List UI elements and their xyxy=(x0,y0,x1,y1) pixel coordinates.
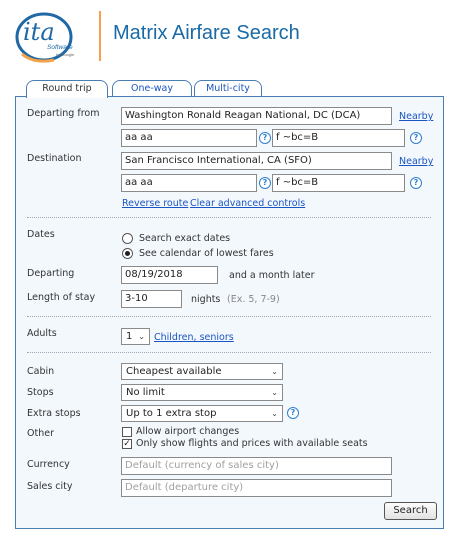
help-icon[interactable]: ? xyxy=(259,177,271,189)
departing-date-input[interactable]: 08/19/2018 xyxy=(121,266,218,284)
sales-city-label: Sales city xyxy=(27,481,73,492)
adults-label: Adults xyxy=(27,328,57,339)
section-divider xyxy=(27,217,431,218)
adults-select-value: 1 xyxy=(126,331,133,342)
destination-label: Destination xyxy=(27,153,82,164)
adults-select[interactable] xyxy=(121,328,150,345)
destination-nearby-link[interactable]: Nearby xyxy=(399,156,434,167)
chevron-down-icon: ⌄ xyxy=(271,409,278,418)
ita-software-logo xyxy=(14,10,86,66)
search-button[interactable]: Search xyxy=(384,502,437,520)
stops-label: Stops xyxy=(27,387,54,398)
reverse-route-link[interactable]: Reverse route xyxy=(122,198,189,209)
extra-stops-select-value: Up to 1 extra stop xyxy=(126,408,217,419)
departing-label: Departing xyxy=(27,268,75,279)
tab-multi-city[interactable]: Multi-city xyxy=(194,80,262,97)
stops-select-value: No limit xyxy=(126,387,165,398)
dates-label: Dates xyxy=(27,229,55,240)
nights-label: nights xyxy=(191,294,221,305)
help-icon[interactable]: ? xyxy=(410,132,422,144)
tab-one-way[interactable]: One-way xyxy=(112,80,192,97)
extra-stops-label: Extra stops xyxy=(27,408,81,419)
length-of-stay-input[interactable]: 3-10 xyxy=(121,290,182,308)
logo-sub-google: by Google xyxy=(56,52,75,57)
departing-nearby-link[interactable]: Nearby xyxy=(399,111,434,122)
logo-text: ita xyxy=(23,18,55,46)
departing-from-label: Departing from xyxy=(27,108,100,119)
help-icon[interactable]: ? xyxy=(287,407,299,419)
help-icon[interactable]: ? xyxy=(410,177,422,189)
allow-airport-changes-checkbox[interactable] xyxy=(122,427,132,437)
stops-select[interactable] xyxy=(121,384,283,401)
currency-input[interactable]: Default (currency of sales city) xyxy=(121,457,392,475)
calendar-fares-radio[interactable] xyxy=(122,248,133,259)
departing-extension-input[interactable]: f ~bc=B xyxy=(272,129,405,147)
children-seniors-link[interactable]: Children, seniors xyxy=(154,332,234,343)
section-divider xyxy=(27,316,431,317)
header-divider xyxy=(99,11,101,61)
cabin-select-value: Cheapest available xyxy=(126,366,222,377)
only-available-seats-label: Only show flights and prices with available seats xyxy=(136,438,368,449)
cabin-label: Cabin xyxy=(27,366,55,377)
help-icon[interactable]: ? xyxy=(259,132,271,144)
destination-airport-input[interactable]: San Francisco International, CA (SFO) xyxy=(121,152,392,170)
destination-routing-input[interactable]: aa aa xyxy=(121,174,257,192)
chevron-down-icon: ⌄ xyxy=(271,388,278,397)
allow-airport-changes-label: Allow airport changes xyxy=(136,426,240,437)
only-available-seats-checkbox[interactable]: ✓ xyxy=(123,439,131,449)
calendar-fares-label: See calendar of lowest fares xyxy=(139,248,274,259)
other-label: Other xyxy=(27,428,54,439)
clear-advanced-controls-link[interactable]: Clear advanced controls xyxy=(190,198,306,209)
exact-dates-radio[interactable] xyxy=(122,233,133,244)
length-of-stay-label: Length of stay xyxy=(27,292,96,303)
departing-routing-input[interactable]: aa aa xyxy=(121,129,257,147)
currency-label: Currency xyxy=(27,459,70,470)
sales-city-input[interactable]: Default (departure city) xyxy=(121,479,392,497)
exact-dates-label: Search exact dates xyxy=(139,233,231,244)
section-divider xyxy=(27,352,431,353)
cabin-select[interactable] xyxy=(121,363,283,380)
page-title: Matrix Airfare Search xyxy=(113,22,300,44)
destination-extension-input[interactable]: f ~bc=B xyxy=(272,174,405,192)
logo-sub-software: Software xyxy=(47,44,73,51)
length-of-stay-hint: (Ex. 5, 7-9) xyxy=(227,294,280,305)
tab-round-trip[interactable]: Round trip xyxy=(26,80,108,98)
extra-stops-select[interactable] xyxy=(121,405,283,422)
chevron-down-icon: ⌄ xyxy=(271,367,278,376)
chevron-down-icon: ⌄ xyxy=(138,332,145,341)
departing-date-suffix: and a month later xyxy=(229,270,315,281)
departing-airport-input[interactable]: Washington Ronald Reagan National, DC (DCA) xyxy=(121,107,392,125)
